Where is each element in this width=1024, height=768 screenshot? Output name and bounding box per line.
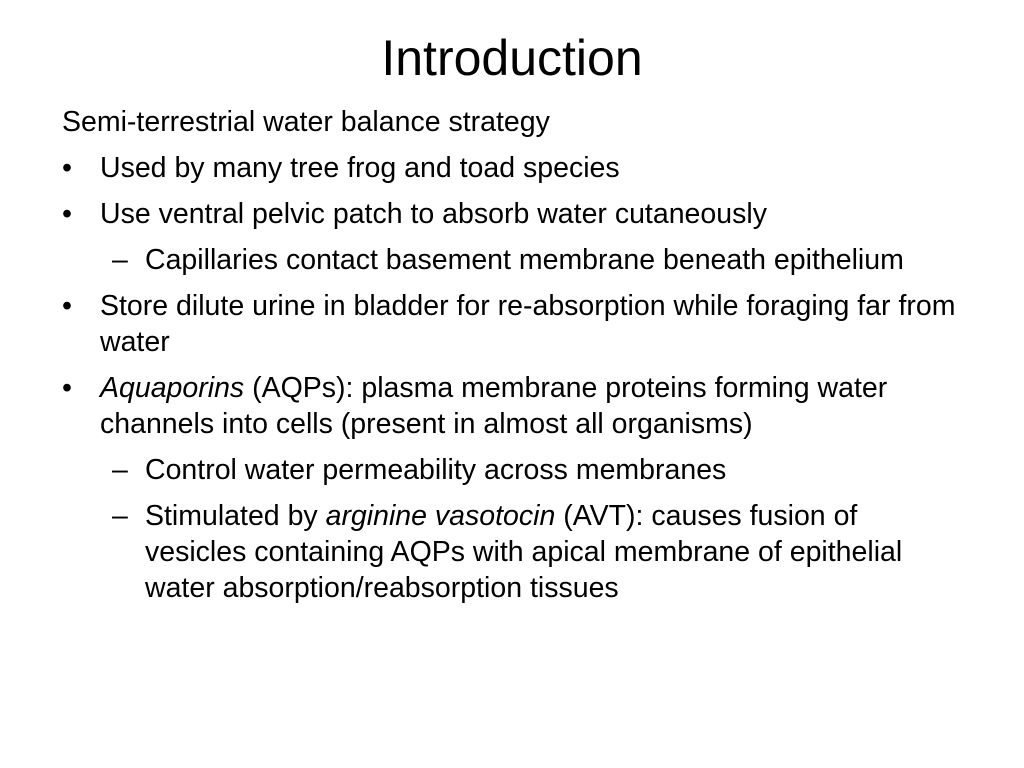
bullet-item-1: [62, 150, 962, 186]
sub-item-text: Capillaries contact basement membrane beneath epithelium: [145, 244, 904, 276]
sub-item-2: [62, 452, 962, 488]
italic-term: arginine vasotocin: [325, 500, 556, 532]
sub-item-1: [62, 242, 962, 278]
sub-item-3: [62, 498, 962, 606]
bullet-glyph: •: [62, 290, 72, 322]
bullet-glyph: •: [62, 198, 72, 230]
bullet-item-3: [62, 288, 962, 360]
sub-item-text: Control water permeability across membranes: [145, 454, 727, 486]
bullet-item-2: [62, 196, 962, 232]
sub-item-text-prefix: Stimulated by: [145, 500, 326, 532]
dash-glyph: –: [112, 244, 128, 276]
bullet-text: (AQPs): plasma membrane proteins forming water channels into cells (present in almost all organisms): [100, 372, 888, 440]
lead-text: Semi-terrestrial water balance strategy: [62, 106, 550, 138]
dash-glyph: –: [112, 500, 128, 532]
bullet-text: Store dilute urine in bladder for re-absorption while foraging far from water: [100, 290, 956, 358]
slide-title: Introduction: [381, 30, 643, 86]
bullet-glyph: •: [62, 152, 72, 184]
bullet-glyph: •: [62, 372, 72, 404]
slide-content: [62, 104, 962, 616]
italic-term: Aquaporins: [100, 372, 245, 404]
bullet-text: Use ventral pelvic patch to absorb water cutaneously: [100, 198, 767, 230]
bullet-text: Used by many tree frog and toad species: [100, 152, 620, 184]
dash-glyph: –: [112, 454, 128, 486]
bullet-item-4: [62, 370, 962, 442]
sub-item-text: (AVT): causes fusion of vesicles containing AQPs with apical membrane of epithelial water absorption/reabsorption tissues: [145, 500, 903, 604]
